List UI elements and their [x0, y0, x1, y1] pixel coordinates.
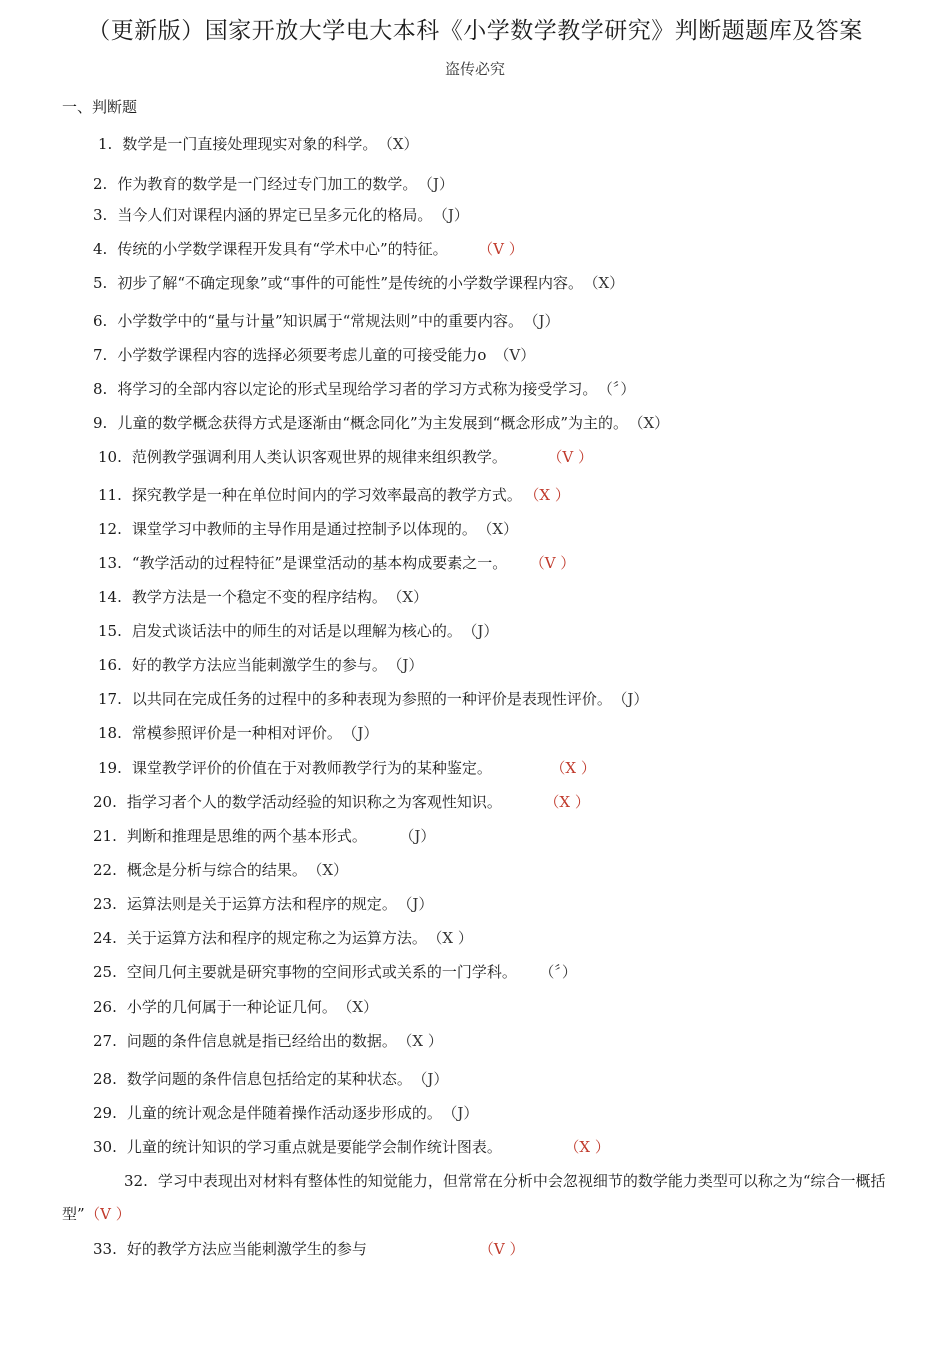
- question-number: 16.: [98, 656, 122, 674]
- page-title: （更新版）国家开放大学电大本科《小学数学教学研究》判断题题库及答案: [87, 18, 863, 44]
- answer-mark: （X ）: [434, 929, 473, 947]
- question-text: 启发式谈话法中的师生的对话是以理解为核心的。: [131, 622, 462, 640]
- section-heading: 一、判断题: [62, 98, 138, 116]
- question-item: [98, 689, 648, 709]
- question-number: 32.: [124, 1172, 148, 1190]
- answer-mark: （V ）: [92, 1205, 131, 1223]
- answer-mark: （X ）: [571, 1138, 610, 1156]
- question-text: 判断和推理是思维的两个基本形式。: [126, 827, 367, 845]
- answer-mark: （J）: [449, 1104, 479, 1122]
- question-number: 6.: [93, 312, 108, 330]
- question-text: 儿童的数学概念获得方式是逐渐由“概念同化”为主发展到“概念形成”为主的。: [117, 414, 628, 432]
- question-number: 21.: [93, 827, 117, 845]
- answer-mark: （J）: [394, 656, 424, 674]
- question-text: 课堂学习中教师的主导作用是通过控制予以体现的。: [131, 520, 477, 538]
- answer-mark: （〞）: [605, 380, 636, 398]
- question-number: 28.: [93, 1070, 117, 1088]
- answer-mark: （V ）: [537, 554, 576, 572]
- answer-mark: （J）: [404, 895, 434, 913]
- answer-mark: （J）: [531, 312, 560, 330]
- answer-mark: （J）: [406, 827, 436, 845]
- question-number: 3.: [93, 206, 108, 224]
- question-text: 范例教学强调利用人类认识客观世界的规律来组织教学。: [131, 448, 507, 466]
- answer-mark: （X）: [314, 861, 349, 879]
- question-text: 空间几何主要就是研究事物的空间形式或关系的一门学科。: [126, 963, 517, 981]
- question-item: [93, 1031, 443, 1051]
- question-item: [98, 621, 498, 641]
- question-number: 20.: [93, 793, 117, 811]
- answer-mark: （V ）: [554, 448, 593, 466]
- question-text: 小学的几何属于一种论证几何。: [126, 998, 337, 1016]
- question-item: [62, 1165, 892, 1231]
- question-item: [98, 655, 423, 675]
- question-number: 19.: [98, 759, 122, 777]
- question-number: 11.: [98, 486, 122, 504]
- question-text: 概念是分析与综合的结果。: [126, 861, 307, 879]
- question-number: 13.: [98, 554, 122, 572]
- question-item: [93, 1239, 524, 1259]
- question-item: [98, 447, 593, 467]
- question-number: 24.: [93, 929, 117, 947]
- answer-mark: （X）: [394, 588, 429, 606]
- question-text: 好的教学方法应当能刺激学生的参与: [126, 1240, 367, 1258]
- question-text: 数学问题的条件信息包括给定的某种状态。: [126, 1070, 412, 1088]
- question-number: 1.: [98, 135, 113, 153]
- question-text: 数学是一门直接处理现实对象的科学。: [122, 135, 378, 153]
- question-number: 7.: [93, 346, 108, 364]
- question-item: [93, 1069, 448, 1089]
- question-number: 27.: [93, 1032, 117, 1050]
- question-number: 12.: [98, 520, 122, 538]
- question-item: [93, 894, 433, 914]
- question-number: 2.: [93, 175, 108, 193]
- answer-mark: （J）: [425, 175, 454, 193]
- answer-mark: （X ）: [557, 759, 596, 777]
- page-subtitle: 盗传必究: [444, 60, 505, 78]
- question-text: 课堂教学评价的价值在于对教师教学行为的某种鉴定。: [131, 759, 492, 777]
- question-item: [93, 792, 590, 812]
- question-number: 4.: [93, 240, 108, 258]
- answer-mark: （J）: [419, 1070, 449, 1088]
- question-number: 15.: [98, 622, 122, 640]
- question-text: 作为教育的数学是一门经过专门加工的数学。: [117, 175, 418, 193]
- question-text: 当今人们对课程内涵的界定已呈多元化的格局。: [117, 206, 433, 224]
- question-text: 儿童的统计知识的学习重点就是要能学会制作统计图表。: [126, 1138, 502, 1156]
- question-text: 小学数学中的“量与计量”知识属于“常规法则”中的重要内容。: [117, 312, 523, 330]
- question-text: 教学方法是一个稳定不变的程序结构。: [131, 588, 387, 606]
- question-item: [93, 826, 435, 846]
- question-item: [98, 758, 596, 778]
- question-text: 好的教学方法应当能刺激学生的参与。: [131, 656, 387, 674]
- question-number: 10.: [98, 448, 122, 466]
- question-text: 问题的条件信息就是指已经给出的数据。: [126, 1032, 397, 1050]
- answer-mark: （X）: [344, 998, 379, 1016]
- question-number: 29.: [93, 1104, 117, 1122]
- question-number: 9.: [93, 414, 108, 432]
- answer-mark: （X）: [636, 414, 670, 432]
- question-item: [98, 519, 518, 539]
- question-item: [93, 1103, 478, 1123]
- question-text: 运算法则是关于运算方法和程序的规定。: [126, 895, 397, 913]
- question-item: [98, 553, 575, 573]
- question-text: 儿童的统计观念是伴随着操作活动逐步形成的。: [126, 1104, 442, 1122]
- question-number: 14.: [98, 588, 122, 606]
- question-item: [93, 205, 469, 225]
- answer-mark: （X ）: [531, 486, 570, 504]
- answer-mark: （J）: [349, 724, 379, 742]
- question-number: 33.: [93, 1240, 117, 1258]
- question-item: [93, 311, 560, 331]
- answer-mark: （X ）: [404, 1032, 443, 1050]
- question-number: 8.: [93, 380, 108, 398]
- question-number: 26.: [93, 998, 117, 1016]
- answer-mark: （X ）: [551, 793, 590, 811]
- question-number: 22.: [93, 861, 117, 879]
- question-text: “教学活动的过程特征”是课堂活动的基本构成要素之一。: [131, 554, 508, 572]
- question-item: [93, 1137, 610, 1157]
- question-item: [93, 239, 524, 259]
- question-item: [93, 345, 535, 365]
- question-item: [93, 962, 577, 982]
- question-text: 指学习者个人的数学活动经验的知识称之为客观性知识。: [126, 793, 502, 811]
- question-item: [93, 860, 348, 880]
- question-item: [93, 273, 624, 293]
- question-text: 传统的小学数学课程开发具有“学术中心”的特征。: [117, 240, 448, 258]
- answer-mark: （〞）: [546, 963, 577, 981]
- question-text: 常模参照评价是一种相对评价。: [131, 724, 342, 742]
- question-text: 初步了解“不确定现象”或“事件的可能性”是传统的小学数学课程内容。: [117, 274, 583, 292]
- answer-mark: （X）: [385, 135, 419, 153]
- question-number: 17.: [98, 690, 122, 708]
- question-text: 学习中表现出对材料有整体性的知觉能力，但常常在分析中会忽视细节的数学能力类型可以称之为“综合一概括型”: [62, 1172, 886, 1223]
- question-text: 将学习的全部内容以定论的形式呈现给学习者的学习方式称为接受学习。: [117, 380, 598, 398]
- question-item: [93, 174, 454, 194]
- answer-mark: （V）: [494, 346, 536, 364]
- answer-mark: （J）: [619, 690, 649, 708]
- question-item: [98, 587, 428, 607]
- answer-mark: （J）: [469, 622, 499, 640]
- question-text: 探究教学是一种在单位时间内的学习效率最高的教学方式。: [131, 486, 522, 504]
- question-number: 23.: [93, 895, 117, 913]
- answer-mark: （V ）: [485, 240, 524, 258]
- question-item: [98, 485, 570, 505]
- answer-mark: （J）: [440, 206, 469, 224]
- question-item: [93, 413, 669, 433]
- question-number: 25.: [93, 963, 117, 981]
- question-number: 30.: [93, 1138, 117, 1156]
- question-item: [93, 997, 378, 1017]
- question-item: [98, 134, 419, 154]
- question-text: 以共同在完成任务的过程中的多种表现为参照的一种评价是表现性评价。: [131, 690, 612, 708]
- question-item: [93, 928, 473, 948]
- question-item: [98, 723, 378, 743]
- answer-mark: （X）: [591, 274, 625, 292]
- question-item: [93, 379, 635, 399]
- question-number: 5.: [93, 274, 108, 292]
- answer-mark: （V ）: [478, 1240, 525, 1258]
- question-number: 18.: [98, 724, 122, 742]
- question-text: 小学数学课程内容的选择必须要考虑儿童的可接受能力o: [117, 346, 487, 364]
- question-text: 关于运算方法和程序的规定称之为运算方法。: [126, 929, 427, 947]
- answer-mark: （X）: [484, 520, 519, 538]
